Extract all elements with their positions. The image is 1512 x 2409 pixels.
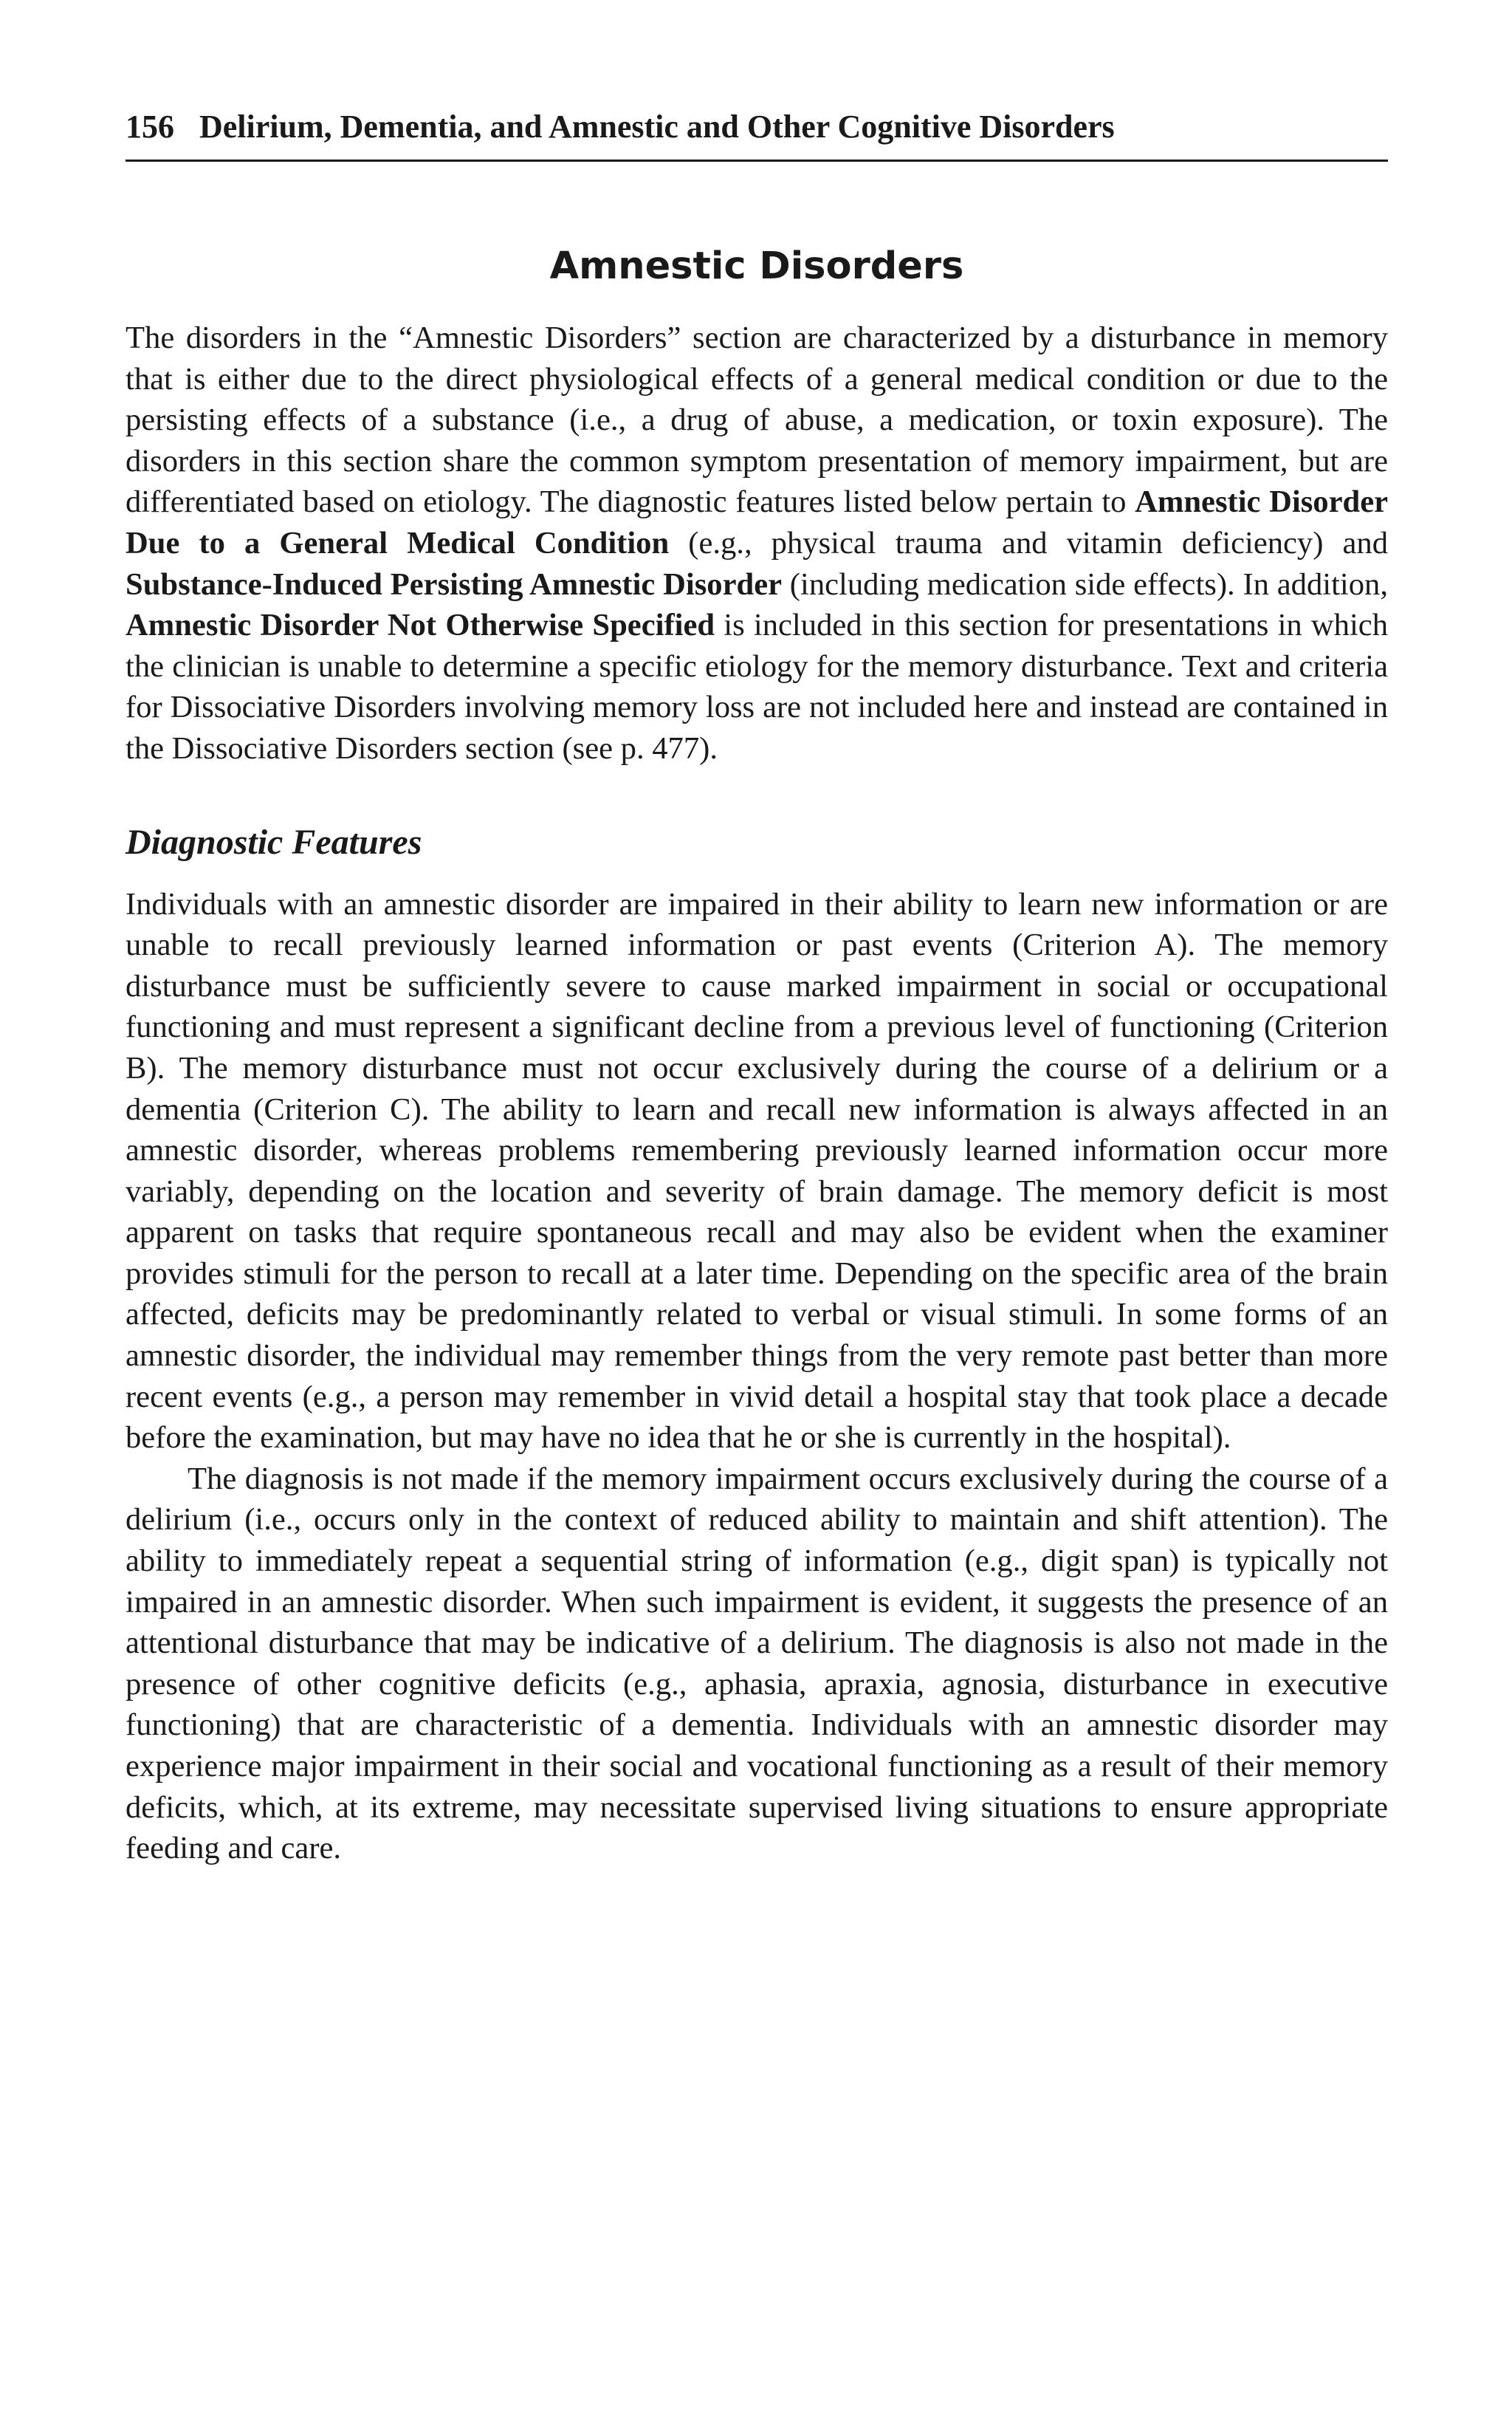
intro-text-4: is included in this section for presentations in which the clinician is unable to determine a specific etiology for the memory disturbance. Text and criteria for Dissociative Disorders involving memory loss are not included here and instead are contained in the Dissociative Disorders section (see p. 477).: [126, 608, 1389, 766]
running-header: [126, 111, 1388, 162]
intro-text-2: (e.g., physical trauma and vitamin deficiency) and: [669, 525, 1388, 561]
page-number: 156: [126, 109, 174, 145]
running-title: Delirium, Dementia, and Amnestic and Other Cognitive Disorders: [199, 109, 1115, 145]
book-page: [126, 111, 1388, 1869]
term-amnestic-nos: Amnestic Disorder Not Otherwise Specified: [126, 608, 715, 643]
diagnostic-features-paragraph-1: Individuals with an amnestic disorder are impaired in their ability to learn new information or are unable to recall previously learned information or past events (Criterion A). The memory disturbance must be sufficiently severe to cause marked impairment in social or occupational functioning and must represent a significant decline from a previous level of functioning (Criterion B). The memory disturbance must not occur exclusively during the course of a delirium or a dementia (Criterion C). The ability to learn and recall new information is always affected in an amnestic disorder, whereas problems remembering previously learned information occur more variably, depending on the location and severity of brain damage. The memory deficit is most apparent on tasks that require spontaneous recall and may also be evident when the examiner provides stimuli for the person to recall at a later time. Depending on the specific area of the brain affected, deficits may be predominantly related to verbal or visual stimuli. In some forms of an amnestic disorder, the individual may remember things from the very remote past better than more recent events (e.g., a person may remember in vivid detail a hospital stay that took place a decade before the examination, but may have no idea that he or she is currently in the hospital).: [126, 886, 1388, 1456]
section-title: Amnestic Disorders: [549, 244, 964, 288]
term-amnestic-due-to-gmc: Amnestic Disorder Due to a General Medical Condition: [126, 484, 1388, 561]
intro-text-3: (including medication side effects). In addition,: [782, 566, 1388, 602]
term-substance-induced: Substance-Induced Persisting Amnestic Disorder: [126, 566, 783, 602]
diagnostic-features-paragraph-2: The diagnosis is not made if the memory impairment occurs exclusively during the course of a delirium (i.e., occurs only in the context of reduced ability to maintain and shift attention). The ability to immediately repeat a sequential string of information (e.g., digit span) is typically not impaired in an amnestic disorder. When such impairment is evident, it suggests the presence of an attentional disturbance that may be indicative of a delirium. The diagnosis is also not made in the presence of other cognitive deficits (e.g., aphasia, apraxia, agnosia, disturbance in executive functioning) that are characteristic of a dementia. Individuals with an amnestic disorder may experience major impairment in their social and vocational functioning as a result of their memory deficits, which, at its extreme, may necessitate supervised living situations to ensure appropriate feeding and care.: [126, 1461, 1388, 1866]
intro-paragraph: [126, 318, 1388, 770]
diagnostic-features-heading: Diagnostic Features: [126, 822, 422, 862]
intro-text-1: The disorders in the “Amnestic Disorders” section are characterized by a disturbance in memory that is either due to the direct physiological effects of a general medical condition or due to the persisting effects of a substance (i.e., a drug of abuse, a medication, or toxin exposure). The disorders in this section share the common symptom presentation of memory impairment, but are differentiated based on etiology. The diagnostic features listed below pertain to: [126, 321, 1388, 520]
